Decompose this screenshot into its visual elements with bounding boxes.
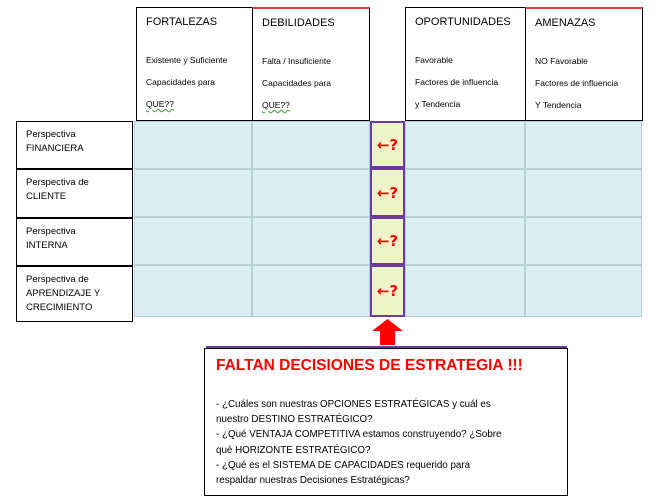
- header-sub-line: Capacidades para: [146, 77, 215, 87]
- header-sub-line: Y Tendencia: [535, 100, 582, 110]
- header-title: OPORTUNIDADES: [415, 16, 511, 28]
- callout-line: - ¿Cuáles son nuestras OPCIONES ESTRATÉGICAS y cuál es: [216, 399, 491, 410]
- header-sub-line: y Tendencia: [415, 99, 461, 109]
- matrix-cell: [252, 169, 370, 217]
- header-title: AMENAZAS: [535, 17, 596, 29]
- callout-questions: [216, 397, 501, 488]
- perspective-financiera: [16, 121, 133, 169]
- header-subtitle: [262, 45, 370, 111]
- perspective-line: Perspectiva de: [26, 274, 89, 285]
- perspective-line: CLIENTE: [26, 191, 67, 202]
- header-sub-line: Factores de influencia: [535, 78, 619, 88]
- perspective-aprendizaje: [16, 266, 133, 322]
- matrix-cell: [405, 217, 525, 265]
- header-fortalezas: [136, 7, 253, 121]
- header-sub-line: QUE??: [146, 99, 174, 109]
- matrix-cell: [252, 265, 370, 317]
- matrix-cell: [134, 121, 252, 169]
- perspective-line: Perspectiva de: [26, 177, 89, 188]
- gap-cell: [370, 217, 405, 265]
- header-sub-line: Factores de influencia: [415, 77, 499, 87]
- left-arrow-question-icon: ←?: [376, 282, 399, 300]
- matrix-cell: [134, 265, 252, 317]
- gap-cell: [370, 121, 405, 168]
- header-debilidades: [252, 7, 370, 121]
- matrix-cell: [525, 169, 642, 217]
- gap-cell: [370, 168, 405, 217]
- matrix-cell: [525, 265, 642, 317]
- perspective-interna: [16, 218, 133, 266]
- header-title: DEBILIDADES: [262, 17, 335, 29]
- header-subtitle: [146, 44, 254, 110]
- header-sub-line: Falta / Insuficiente: [262, 56, 331, 66]
- matrix-cell: [405, 121, 525, 169]
- perspective-line: Perspectiva: [26, 226, 76, 237]
- header-sub-line: QUE??: [262, 100, 290, 110]
- header-title: FORTALEZAS: [146, 16, 218, 28]
- callout-line: qué HORIZONTE ESTRATÉGICO?: [216, 444, 371, 456]
- callout-line: nuestro DESTINO ESTRATÉGICO?: [216, 414, 373, 426]
- header-sub-line: Favorable: [415, 55, 453, 65]
- header-amenazas: [525, 7, 643, 121]
- header-sub-line: Existente y Suficiente: [146, 55, 228, 65]
- matrix-cell: [405, 265, 525, 317]
- gap-cell: [370, 265, 405, 317]
- header-sub-line: Capacidades para: [262, 78, 331, 88]
- left-arrow-question-icon: ←?: [376, 135, 399, 154]
- matrix-cell: [525, 121, 642, 169]
- perspective-line: FINANCIERA: [26, 143, 84, 154]
- header-subtitle: [535, 45, 643, 122]
- matrix-cell: [525, 217, 642, 265]
- left-arrow-question-icon: ←?: [376, 232, 399, 250]
- matrix-cell: [252, 121, 370, 169]
- header-oportunidades: [405, 7, 526, 121]
- perspective-line: CRECIMIENTO: [26, 302, 93, 313]
- up-arrow-icon: [370, 318, 405, 346]
- perspective-line: INTERNA: [26, 240, 68, 251]
- matrix-cell: [405, 169, 525, 217]
- perspective-line: APRENDIZAJE Y: [26, 288, 101, 299]
- matrix-cell: [252, 217, 370, 265]
- header-sub-line: NO Favorable: [535, 56, 588, 66]
- callout-line: respaldar nuestras Decisiones Estratégicas?: [216, 475, 410, 487]
- callout-title: FALTAN DECISIONES DE ESTRATEGIA !!!: [216, 357, 523, 374]
- perspective-line: Perspectiva: [26, 129, 76, 140]
- left-arrow-question-icon: ←?: [376, 183, 399, 202]
- matrix-cell: [134, 169, 252, 217]
- header-subtitle: [415, 44, 523, 121]
- matrix-cell: [134, 217, 252, 265]
- perspective-cliente: [16, 169, 133, 218]
- callout-line: - ¿Qué VENTAJA COMPETITIVA estamos construyendo? ¿Sobre: [216, 429, 502, 441]
- callout-line: - ¿Qué es el SISTEMA DE CAPACIDADES requerido para: [216, 459, 471, 471]
- strategy-callout: [204, 348, 568, 496]
